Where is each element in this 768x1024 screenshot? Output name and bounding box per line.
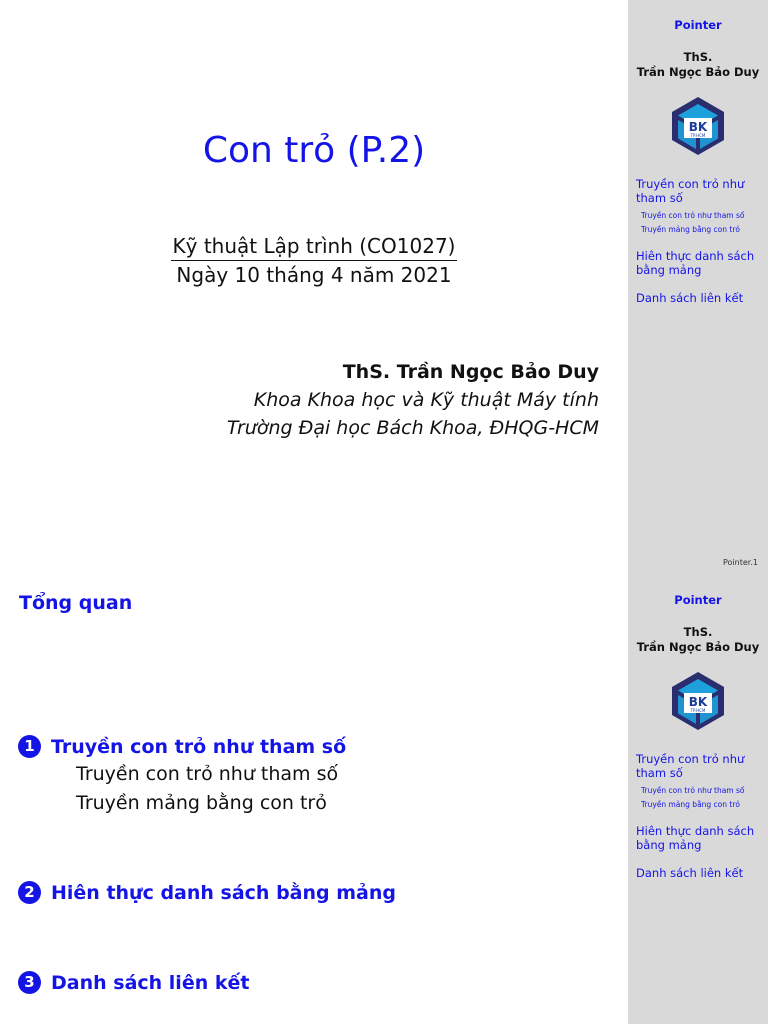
author-name: ThS. Trần Ngọc Bảo Duy — [342, 361, 599, 383]
toc-number-2: 2 — [18, 881, 41, 904]
sidebar-section-1[interactable]: Truyền con trỏ như tham số — [636, 752, 745, 780]
slide-heading: Tổng quan — [19, 592, 133, 614]
page-number: Pointer.1 — [723, 558, 758, 567]
sidebar-section-3[interactable]: Danh sách liên kết — [636, 866, 744, 880]
sidebar — [628, 575, 768, 1024]
university-logo-icon — [668, 96, 728, 156]
sidebar-title[interactable]: Pointer — [674, 593, 722, 607]
logo-subtext: TP.HCM — [690, 708, 706, 713]
slide-main — [0, 575, 628, 1024]
toc-number-3: 3 — [18, 971, 41, 994]
toc-item-3[interactable] — [18, 971, 249, 994]
sidebar — [628, 0, 768, 575]
sidebar-subsection-1-2[interactable]: Truyền mảng bằng con trỏ — [641, 800, 741, 809]
sidebar-section-3[interactable]: Danh sách liên kết — [636, 291, 744, 305]
sidebar-author — [628, 625, 768, 655]
sidebar-subsection-1-2[interactable]: Truyền mảng bằng con trỏ — [641, 225, 741, 234]
toc-label-3: Danh sách liên kết — [51, 971, 250, 994]
sidebar-title[interactable]: Pointer — [674, 18, 722, 32]
sidebar-subsection-1-1[interactable]: Truyền con trỏ như tham số — [641, 211, 745, 220]
sidebar-author-line2: Trần Ngọc Bảo Duy — [636, 640, 760, 654]
toc-subitem-1-2[interactable]: Truyền mảng bằng con trỏ — [76, 792, 327, 814]
university-name: Trường Đại học Bách Khoa, ĐHQG-HCM — [226, 417, 599, 439]
sidebar-section-1[interactable]: Truyền con trỏ như tham số — [636, 177, 745, 205]
sidebar-author — [628, 50, 768, 80]
sidebar-author-line1: ThS. — [683, 50, 713, 64]
toc-label-2: Hiên thực danh sách bằng mảng — [51, 881, 396, 904]
slide-main — [0, 0, 628, 575]
slide-overview — [0, 575, 768, 1024]
logo-text: BK — [688, 120, 708, 134]
author-block — [227, 358, 599, 442]
faculty-name: Khoa Khoa học và Kỹ thuật Máy tính — [253, 389, 599, 411]
sidebar-section-2[interactable]: Hiên thực danh sách bằng mảng — [636, 249, 755, 277]
sidebar-section-2[interactable]: Hiên thực danh sách bằng mảng — [636, 824, 755, 852]
sidebar-subsection-1-1[interactable]: Truyền con trỏ như tham số — [641, 786, 745, 795]
logo-text: BK — [688, 695, 708, 709]
university-logo-icon — [668, 671, 728, 731]
slide-title-text: Con trỏ (P.2) — [202, 130, 426, 171]
logo-subtext: TP.HCM — [690, 133, 706, 138]
toc-subitem-1-1[interactable]: Truyền con trỏ như tham số — [76, 763, 339, 785]
toc-item-2[interactable] — [18, 881, 396, 904]
sidebar-author-line1: ThS. — [683, 625, 713, 639]
toc-number-1: 1 — [18, 735, 41, 758]
lecture-date: Ngày 10 tháng 4 năm 2021 — [176, 263, 452, 287]
course-name: Kỹ thuật Lập trình (CO1027) — [171, 232, 458, 261]
toc-label-1: Truyền con trỏ như tham số — [51, 735, 347, 758]
toc-item-1[interactable] — [18, 735, 346, 758]
course-block — [0, 232, 628, 289]
sidebar-author-line2: Trần Ngọc Bảo Duy — [636, 65, 760, 79]
